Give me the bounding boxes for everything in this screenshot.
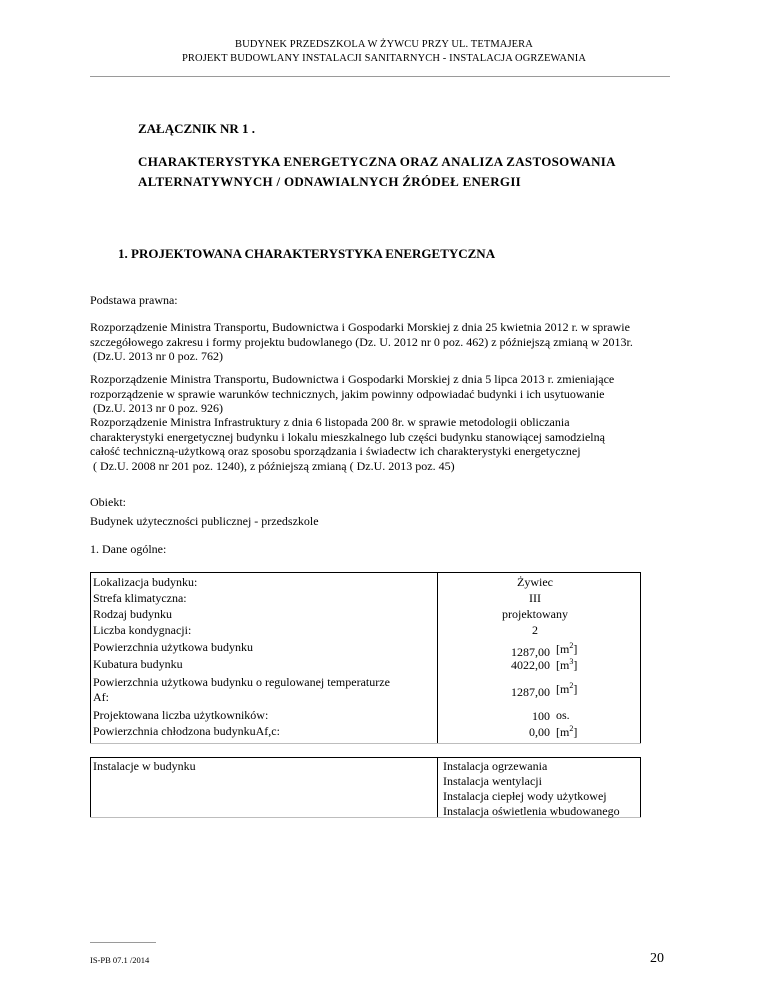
row-value: 0,00	[529, 725, 550, 739]
paragraph-line: Rozporządzenie Ministra Transportu, Budownictwa i Gospodarki Morskiej z dnia 5 lipca 2013 r. zmieniające	[90, 372, 615, 386]
general-data-label: 1. Dane ogólne:	[90, 542, 167, 556]
section-heading: 1. PROJEKTOWANA CHARAKTERYSTYKA ENERGETYCZNA	[118, 246, 496, 261]
header-divider	[90, 76, 670, 77]
row-unit: os.	[556, 708, 570, 722]
row-label: Strefa klimatyczna:	[93, 591, 187, 605]
installations-label: Instalacje w budynku	[93, 759, 196, 773]
row-value: 4022,00	[511, 658, 550, 672]
row-label: Projektowana liczba użytkowników:	[93, 708, 269, 722]
paragraph-line: całość techniczną-użytkową oraz sposobu sporządzania i świadectw ich charakterystyki energetycznej	[90, 444, 581, 458]
table-border	[90, 757, 640, 758]
row-label: Lokalizacja budynku:	[93, 575, 198, 589]
row-label: Kubatura budynku	[93, 657, 183, 671]
row-label: Rodzaj budynku	[93, 607, 172, 621]
document-title-line-2: ALTERNATYWNYCH / ODNAWIALNYCH ŹRÓDEŁ ENERGII	[138, 174, 522, 189]
table-border	[90, 572, 640, 573]
legal-paragraph-3	[90, 415, 605, 473]
paragraph-line: (Dz.U. 2013 nr 0 poz. 926)	[90, 401, 223, 415]
legal-basis-label: Podstawa prawna:	[90, 293, 178, 307]
header-line-2: PROJEKT BUDOWLANY INSTALACJI SANITARNYCH - INSTALACJA OGRZEWANIA	[181, 53, 587, 64]
footer-divider	[90, 942, 156, 943]
row-label: Powierzchnia użytkowa budynku	[93, 640, 253, 654]
table-border	[437, 572, 438, 743]
paragraph-line: szczegółowego zakresu i formy projektu budowlanego (Dz. U. 2012 nr 0 poz. 462) z późniejszą zmianą w 2013r.	[90, 334, 633, 349]
annex-title: ZAŁĄCZNIK NR 1 .	[138, 121, 256, 136]
table-border	[437, 757, 438, 817]
row-label-continuation: Af:	[93, 690, 109, 704]
paragraph-line: rozporządzenie w sprawie warunków technicznych, jakim powinny odpowiadać budynki i ich usytuowanie	[90, 386, 605, 401]
row-label: Liczba kondygnacji:	[93, 623, 192, 637]
row-value: projektowany	[502, 607, 568, 621]
table-border	[90, 757, 91, 817]
paragraph-line: Rozporządzenie Ministra Infrastruktury z dnia 6 listopada 200 8r. w sprawie metodologii obliczania	[90, 415, 570, 429]
object-label: Obiekt:	[90, 495, 126, 509]
row-value: 1287,00	[511, 645, 550, 659]
row-unit: $[m^2]$	[556, 724, 578, 739]
row-unit: $[m^2]$	[556, 681, 578, 696]
table-border	[90, 743, 641, 744]
row-value: 1287,00	[511, 685, 550, 699]
legal-paragraph-1	[90, 320, 633, 364]
paragraph-line: charakterystyki energetycznej budynku i lokalu mieszkalnego lub części budynku stanowiącej samodzielną	[90, 429, 605, 444]
table-border	[90, 572, 91, 743]
table-border	[640, 572, 641, 743]
row-value: 100	[532, 709, 550, 723]
installation-item: Instalacja oświetlenia wbudowanego	[443, 804, 620, 818]
document-title-line-1: CHARAKTERYSTYKA ENERGETYCZNA ORAZ ANALIZA ZASTOSOWANIA	[138, 154, 616, 169]
page-number: 20	[650, 951, 664, 966]
row-label: Powierzchnia chłodzona budynkuAf,c:	[93, 724, 280, 738]
legal-paragraph-2	[90, 372, 614, 416]
row-unit: $[m^3]$	[556, 657, 578, 672]
header-line-1: BUDYNEK PRZEDSZKOLA W ŻYWCU PRZY UL. TETMAJERA	[235, 39, 533, 50]
table-border	[640, 757, 641, 817]
paragraph-line: Rozporządzenie Ministra Transportu, Budownictwa i Gospodarki Morskiej z dnia 25 kwietnia 2012 r. w sprawie	[90, 320, 630, 334]
installation-item: Instalacja ogrzewania	[443, 759, 548, 773]
paragraph-line: (Dz.U. 2013 nr 0 poz. 762)	[90, 349, 223, 363]
paragraph-line: ( Dz.U. 2008 nr 201 poz. 1240), z późniejszą zmianą ( Dz.U. 2013 poz. 45)	[90, 458, 455, 473]
row-value: Żywiec	[517, 575, 553, 589]
row-unit: $[m^2]$	[556, 641, 578, 656]
row-label: Powierzchnia użytkowa budynku o regulowanej temperaturze	[93, 675, 390, 689]
installation-item: Instalacja ciepłej wody użytkowej	[443, 789, 607, 803]
installation-item: Instalacja wentylacji	[443, 774, 542, 788]
object-value: Budynek użyteczności publicznej - przedszkole	[90, 514, 319, 528]
row-value: III	[529, 591, 541, 605]
footer-code: IS-PB 07.1 /2014	[90, 955, 150, 965]
row-value: 2	[532, 623, 538, 637]
